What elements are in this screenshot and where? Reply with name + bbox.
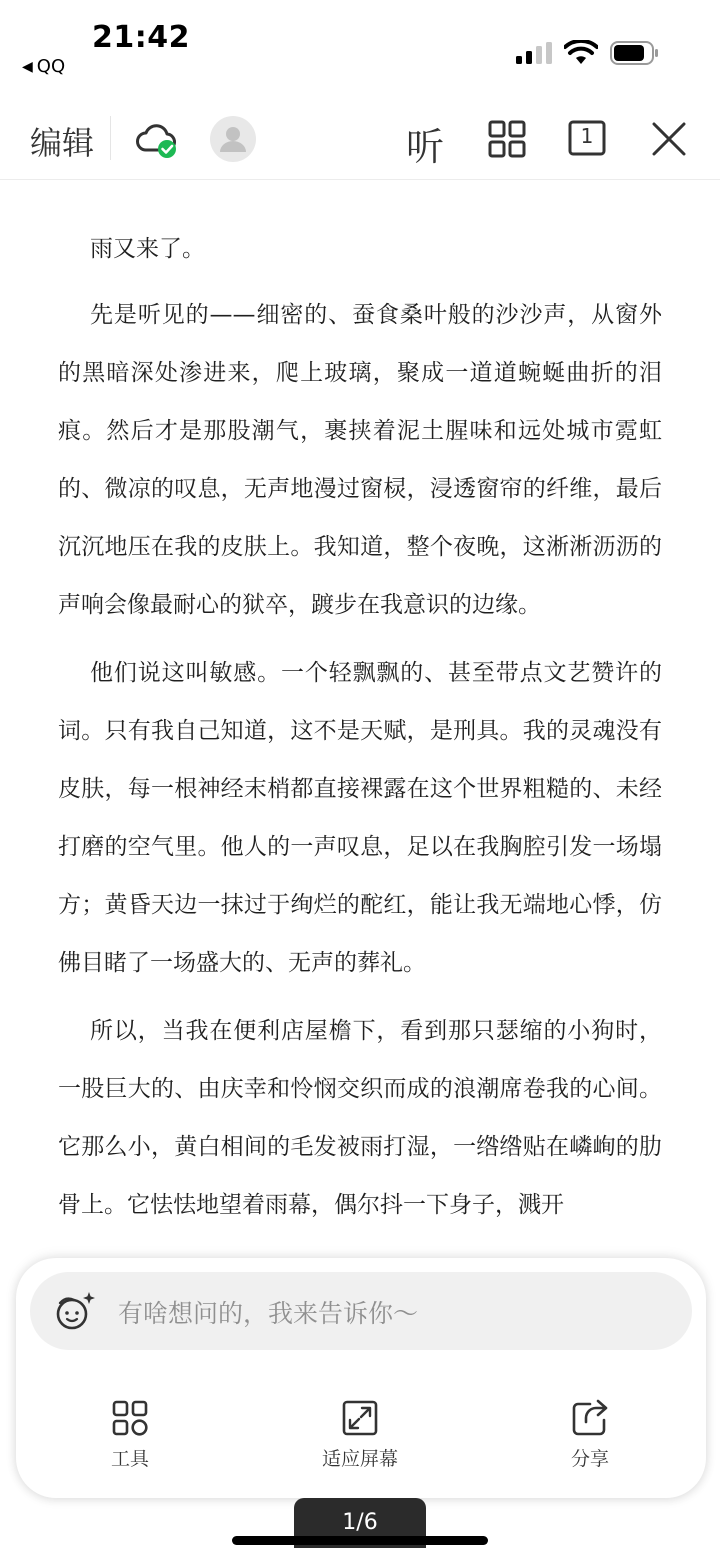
back-app-label: QQ: [36, 56, 66, 77]
tools-button[interactable]: [50, 1398, 210, 1471]
article-body: [58, 220, 662, 1244]
bottom-action-sheet: [16, 1258, 706, 1498]
share-label: 分享: [570, 1448, 609, 1470]
share-button[interactable]: [510, 1398, 670, 1471]
page-indicator: 1/6: [294, 1498, 426, 1548]
close-icon[interactable]: [650, 120, 688, 158]
share-icon: [570, 1398, 610, 1438]
ai-ask-field[interactable]: [30, 1272, 692, 1350]
fit-screen-icon: [340, 1398, 380, 1438]
grid-view-icon[interactable]: [488, 120, 526, 158]
fit-screen-label: 适应屏幕: [321, 1448, 398, 1470]
article-paragraph: 先是听见的——细密的、蚕食桑叶般的沙沙声，从窗外的黑暗深处渗进来，爬上玻璃，聚成一道道蜿蜒曲折的泪痕。然后才是那股潮气，裹挟着泥土腥味和远处城市霓虹的、微凉的叹息，无声地漫过窗棂，浸透窗帘的纤维，最后沉沉地压在我的皮肤上。我知道，整个夜晚，这淅淅沥沥的声响会像最耐心的狱卒，踱步在我意识的边缘。: [58, 302, 662, 618]
cellular-signal-icon: [516, 42, 552, 64]
back-triangle-icon: ◀: [22, 58, 33, 75]
document-toolbar: [0, 100, 720, 180]
cloud-sync-check-icon[interactable]: [134, 116, 180, 162]
status-time: 21:42: [92, 20, 190, 55]
article-paragraph: 他们说这叫敏感。一个轻飘飘的、甚至带点文艺赞许的词。只有我自己知道，这不是天赋，是刑具。我的灵魂没有皮肤，每一根神经末梢都直接裸露在这个世界粗糙的、未经打磨的空气里。他人的一声叹息，足以在我胸腔引发一场塌方；黄昏天边一抹过于绚烂的酡红，能让我无端地心悸，仿佛目睹了一场盛大的、无声的葬礼。: [58, 660, 662, 976]
ai-assistant-icon: [52, 1288, 98, 1334]
tools-icon: [110, 1398, 150, 1438]
edit-button[interactable]: 编辑: [30, 124, 95, 162]
default-user-icon: [210, 116, 256, 162]
article-paragraph: 雨又来了。: [90, 236, 205, 262]
ai-ask-placeholder: 有啥想问的，我来告诉你～: [118, 1299, 419, 1328]
article-paragraph: 所以，当我在便利店屋檐下，看到那只瑟缩的小狗时，一股巨大的、由庆幸和怜悯交织而成的浪潮席卷我的心间。它那么小，黄白相间的毛发被雨打湿，一绺绺贴在嶙峋的肋骨上。它怯怯地望着雨幕，偶尔抖一下身子，溅开: [58, 1018, 662, 1218]
fit-screen-button[interactable]: [280, 1398, 440, 1471]
home-indicator[interactable]: [232, 1536, 488, 1545]
back-to-app-link[interactable]: [22, 56, 65, 77]
page-count-button[interactable]: [568, 120, 608, 158]
toolbar-divider: [110, 116, 111, 160]
status-bar: [0, 0, 720, 92]
wifi-icon: [564, 40, 598, 66]
user-avatar[interactable]: [210, 116, 256, 162]
listen-button[interactable]: 听: [406, 125, 445, 169]
battery-icon: [610, 40, 660, 66]
page-box-number: 1: [580, 124, 594, 148]
tools-label: 工具: [110, 1448, 149, 1470]
